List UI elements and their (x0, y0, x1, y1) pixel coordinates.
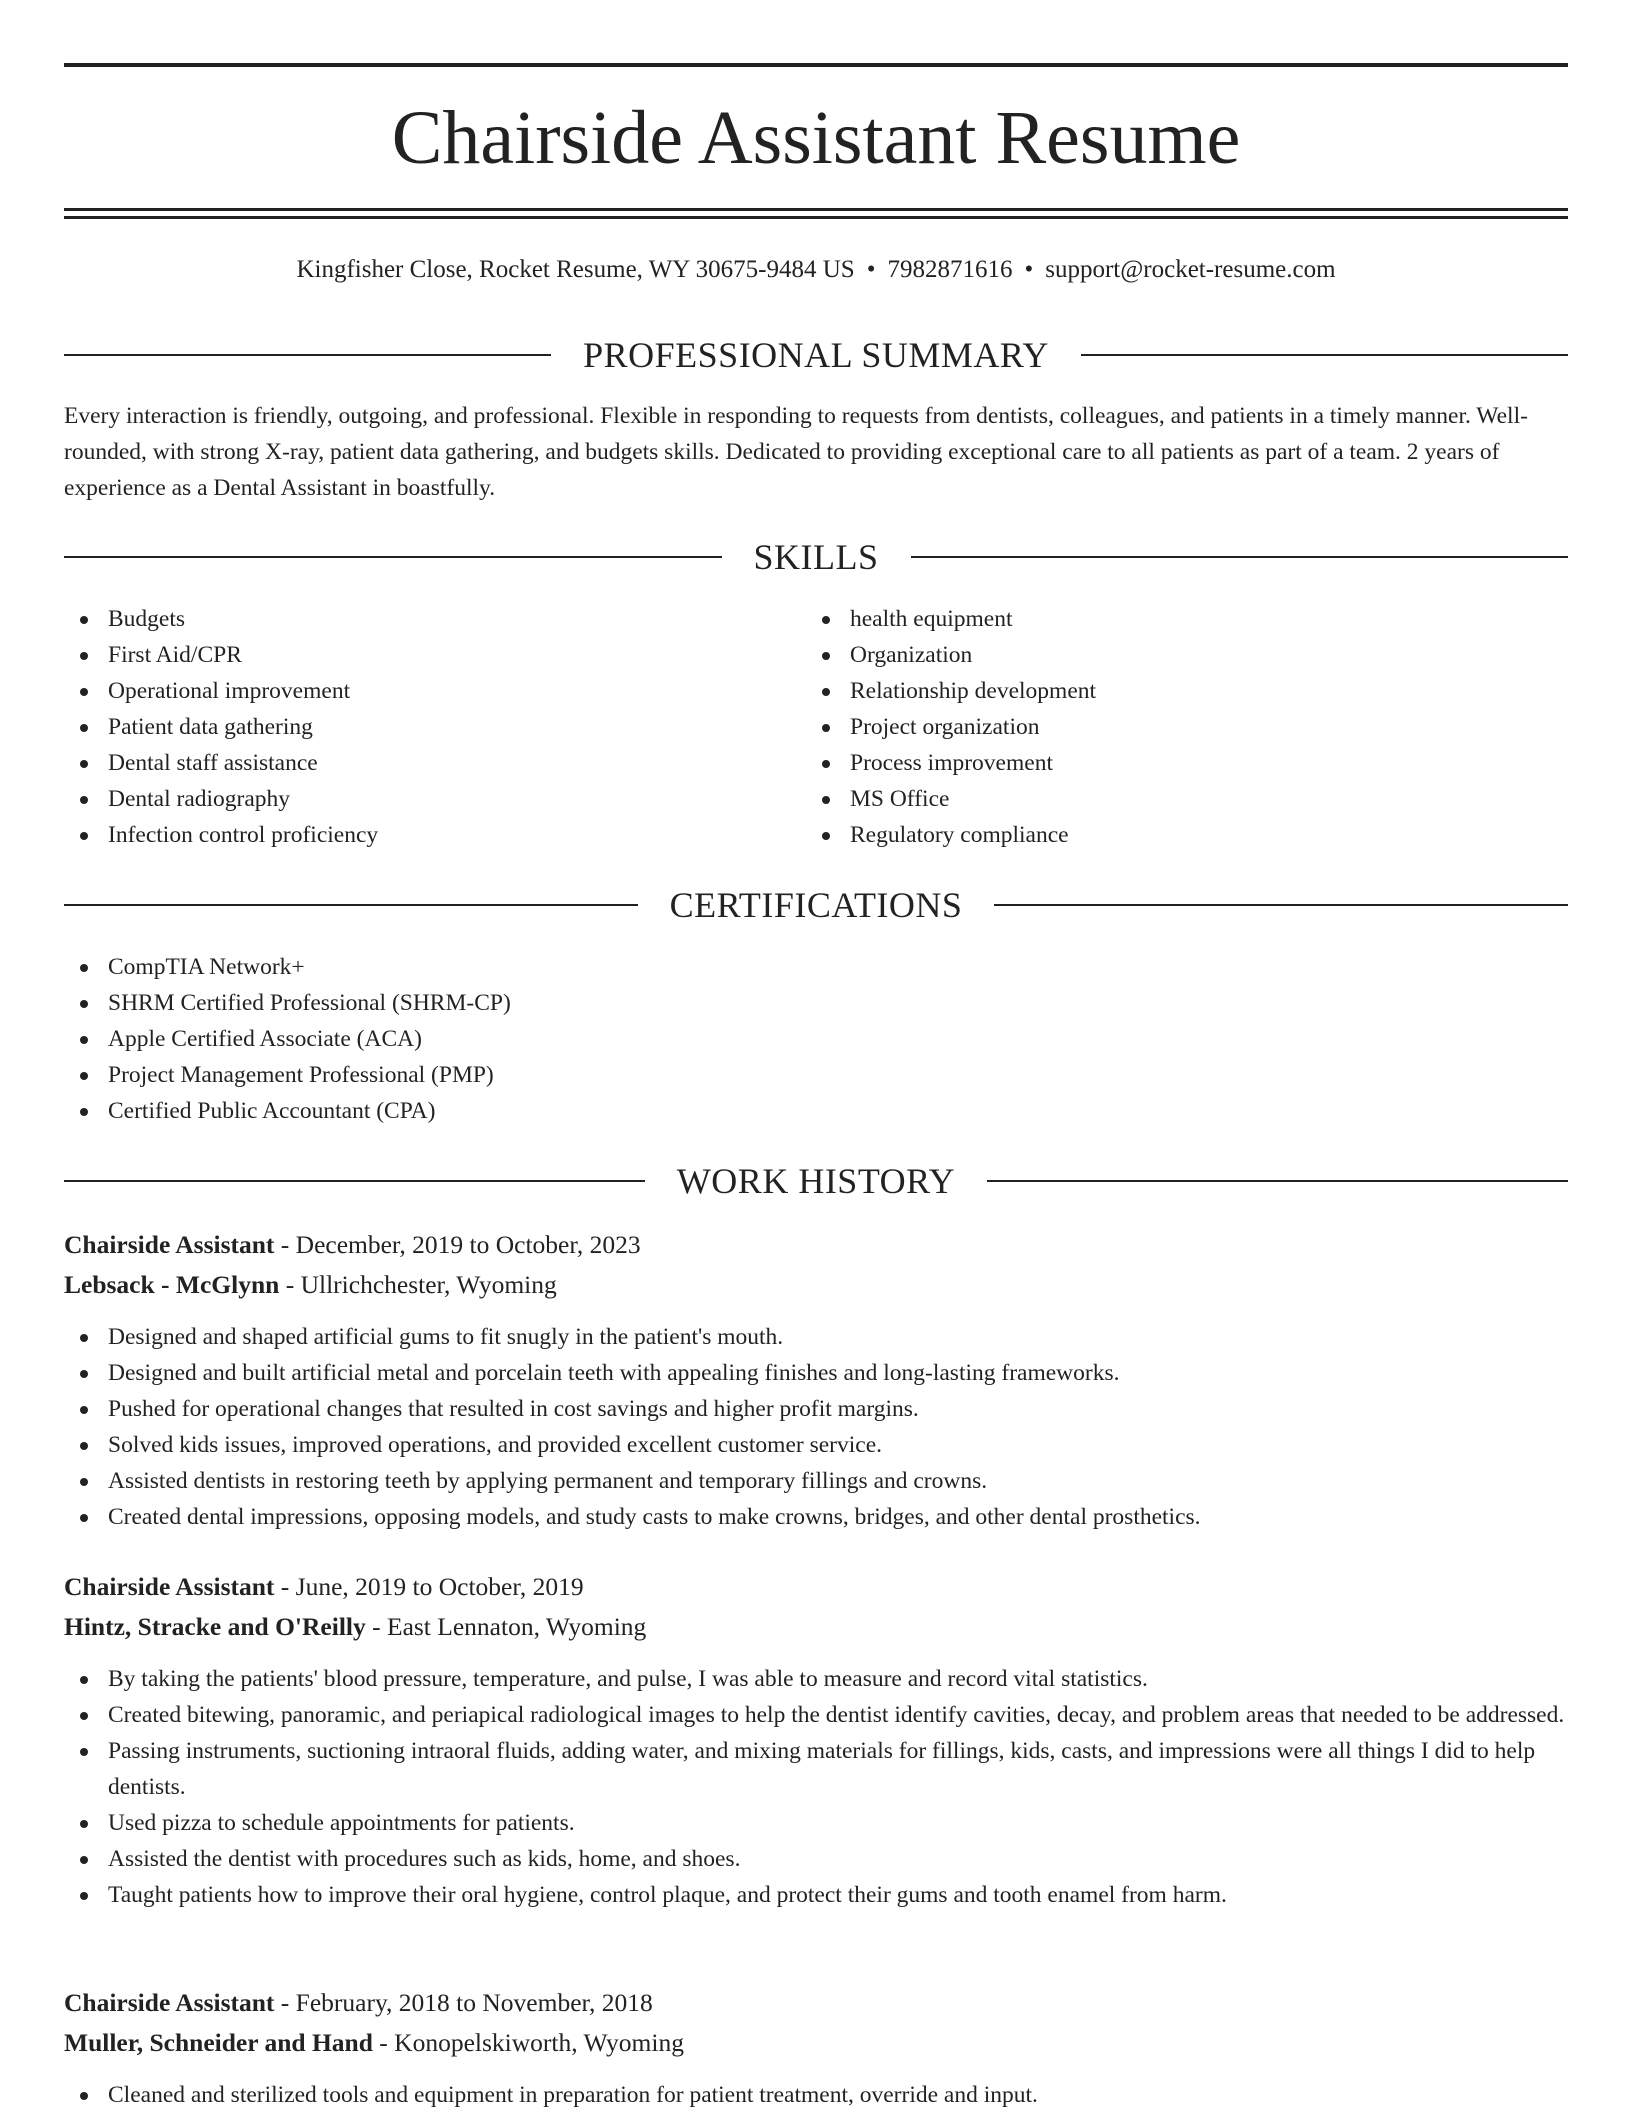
job-bullet: Taught patients how to improve their oral hygiene, control plaque, and protect their gums and tooth enamel from harm. (64, 1877, 1568, 1913)
title-rule-lower (64, 216, 1568, 219)
section-rule-left (64, 354, 551, 356)
job-title: Chairside Assistant (64, 1988, 275, 2017)
skill-item: Dental radiography (64, 781, 804, 817)
section-rule-right (911, 556, 1569, 558)
job-bullets (64, 1319, 1568, 1535)
skills-heading: SKILLS (753, 537, 879, 577)
job-company: Lebsack - McGlynn (64, 1270, 280, 1299)
job-company-line (64, 1265, 1568, 1305)
section-rule-right (987, 1180, 1568, 1182)
skill-item: Process improvement (806, 745, 1566, 781)
job-title-line (64, 1567, 1568, 1607)
job-company: Hintz, Stracke and O'Reilly (64, 1612, 366, 1641)
work-heading: WORK HISTORY (676, 1161, 956, 1201)
job-company-line (64, 2023, 1568, 2063)
job-company: Muller, Schneider and Hand (64, 2028, 373, 2057)
job-location: - Konopelskiworth, Wyoming (372, 2028, 684, 2057)
certifications-heading: CERTIFICATIONS (669, 885, 963, 925)
certification-item: CompTIA Network+ (64, 949, 1568, 985)
skills-list-left (64, 601, 804, 853)
contact-address: Kingfisher Close, Rocket Resume, WY 30675-9484 US (296, 256, 855, 283)
section-rule-left (64, 1180, 645, 1182)
top-rule (64, 63, 1568, 67)
job-bullet: Created bitewing, panoramic, and periapical radiological images to help the dentist identify cavities, decay, and problem areas that needed to be addressed. (64, 1697, 1568, 1733)
skill-item: Regulatory compliance (806, 817, 1566, 853)
certification-item: Certified Public Accountant (CPA) (64, 1093, 1568, 1129)
job-bullet: By taking the patients' blood pressure, temperature, and pulse, I was able to measure and record vital statistics. (64, 1661, 1568, 1697)
contact-separator: • (1024, 256, 1034, 283)
job-bullet: Created dental impressions, opposing models, and study casts to make crowns, bridges, and other dental prosthetics. (64, 1499, 1568, 1535)
skill-item: Relationship development (806, 673, 1566, 709)
job-bullet: Assisted the dentist with procedures such as kids, home, and shoes. (64, 1841, 1568, 1877)
skill-item: Budgets (64, 601, 804, 637)
certification-item: Project Management Professional (PMP) (64, 1057, 1568, 1093)
section-rule-left (64, 556, 722, 558)
skill-item: Patient data gathering (64, 709, 804, 745)
job-bullet: Designed and shaped artificial gums to fit snugly in the patient's mouth. (64, 1319, 1568, 1355)
job-bullet: Cleaned and sterilized tools and equipment in preparation for patient treatment, override and input. (64, 2077, 1568, 2113)
skill-item: First Aid/CPR (64, 637, 804, 673)
section-rule-right (994, 904, 1568, 906)
skill-item: Infection control proficiency (64, 817, 804, 853)
job-entry (64, 1567, 1568, 1913)
job-bullets (64, 2077, 1568, 2113)
section-rule-left (64, 904, 638, 906)
contact-email: support@rocket-resume.com (1045, 256, 1336, 283)
summary-heading: PROFESSIONAL SUMMARY (583, 335, 1049, 375)
job-title-line (64, 1225, 1568, 1265)
skill-item: health equipment (806, 601, 1566, 637)
job-company-line (64, 1607, 1568, 1647)
job-bullet: Used pizza to schedule appointments for patients. (64, 1805, 1568, 1841)
job-entry (64, 1225, 1568, 1535)
skill-item: MS Office (806, 781, 1566, 817)
certification-item: SHRM Certified Professional (SHRM-CP) (64, 985, 1568, 1021)
job-title-line (64, 1983, 1568, 2023)
resume-title: Chairside Assistant Resume (391, 96, 1241, 180)
contact-phone: 7982871616 (887, 256, 1013, 283)
job-location: - East Lennaton, Wyoming (365, 1612, 647, 1641)
certifications-list (64, 949, 1568, 1129)
summary-section-header (64, 333, 1568, 377)
job-bullet: Passing instruments, suctioning intraoral fluids, adding water, and mixing materials for fillings, kids, casts, and impressions were all things I did to help dentists. (64, 1733, 1568, 1805)
job-dates: - June, 2019 to October, 2019 (274, 1572, 584, 1601)
work-section-header (64, 1159, 1568, 1203)
job-entry (64, 1983, 1568, 2113)
job-title: Chairside Assistant (64, 1572, 275, 1601)
job-dates: - December, 2019 to October, 2023 (274, 1230, 641, 1259)
job-bullet: Pushed for operational changes that resulted in cost savings and higher profit margins. (64, 1391, 1568, 1427)
section-rule-right (1081, 354, 1568, 356)
skill-item: Operational improvement (64, 673, 804, 709)
skill-item: Organization (806, 637, 1566, 673)
contact-line (64, 253, 1568, 287)
contact-separator: • (866, 256, 876, 283)
skill-item: Dental staff assistance (64, 745, 804, 781)
skill-item: Project organization (806, 709, 1566, 745)
title-rule-upper (64, 208, 1568, 211)
job-location: - Ullrichchester, Wyoming (279, 1270, 557, 1299)
job-bullet: Assisted dentists in restoring teeth by applying permanent and temporary fillings and crowns. (64, 1463, 1568, 1499)
job-dates: - February, 2018 to November, 2018 (274, 1988, 653, 2017)
skills-section-header (64, 535, 1568, 579)
skills-list-right (806, 601, 1566, 853)
job-bullet: Designed and built artificial metal and porcelain teeth with appealing finishes and long-lasting frameworks. (64, 1355, 1568, 1391)
job-title: Chairside Assistant (64, 1230, 275, 1259)
certifications-section-header (64, 883, 1568, 927)
summary-text: Every interaction is friendly, outgoing, and professional. Flexible in responding to requests from dentists, colleagues, and patients in a timely manner. Well-rounded, with strong X-ray, patient data gathering, and budgets skills. Dedicated to providing exceptional care to all patients as part of a team. 2 years of experience as a Dental Assistant in boastfully. (64, 403, 1528, 501)
job-bullet: Solved kids issues, improved operations, and provided excellent customer service. (64, 1427, 1568, 1463)
certification-item: Apple Certified Associate (ACA) (64, 1021, 1568, 1057)
job-bullets (64, 1661, 1568, 1913)
